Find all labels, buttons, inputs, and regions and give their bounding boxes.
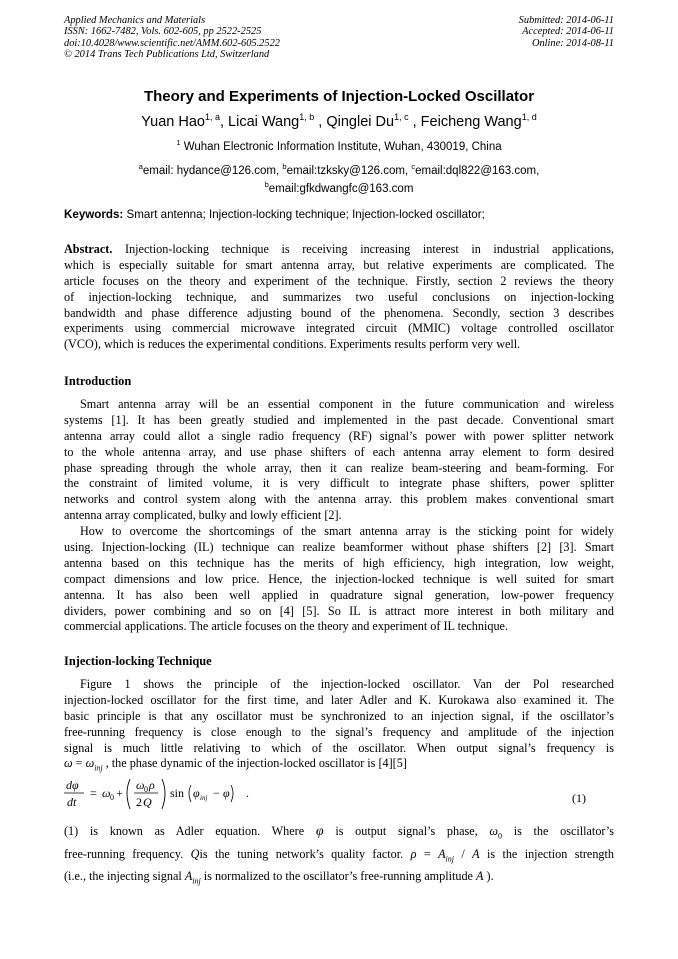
svg-text:0: 0	[110, 793, 114, 802]
paragraph-line: antenna. It has also been well applied in quadrature signal generation, low-power frequency	[64, 587, 614, 602]
paragraph-line: injection-locked oscillator for the first time, and later Adler and K. Kurokawa also examined it. The	[64, 692, 614, 707]
paragraph-text: is normalized to the oscillator’s free-running amplitude	[203, 869, 473, 883]
injection-body	[64, 677, 614, 772]
abstract-line: experiments using commercial microwave integrated circuit (MMIC) voltage controlled oscillator	[64, 321, 614, 336]
paragraph-line: commercial applications. The article focuses on the theory and experiment of IL technique.	[64, 619, 508, 634]
email: email:tzksky@126.com,	[286, 164, 412, 177]
paragraph-line: free-running frequency. Qis the tuning network’s quality factor. $\rho = A_{inj} / A$ is the injection strength	[64, 846, 614, 863]
affiliation-sup: 1	[176, 138, 181, 147]
submitted-date: Submitted: 2014-06-11	[518, 15, 614, 26]
journal-issn: ISSN: 1662-7482, Vols. 602-605, pp 2522-2525	[64, 26, 262, 38]
paragraph-line: dividers, power combining and so on [4] [5]. So IL is attract more interest in both military and	[64, 603, 614, 618]
svg-text:dφ: dφ	[66, 778, 79, 792]
paragraph-line: How to overcome the shortcomings of the smart antenna array is the sticking point for widely	[80, 524, 614, 539]
paragraph-line: to the whole antenna array, and use phase shifters of each antenna array element to form desired	[64, 444, 614, 459]
author-sup: 1, d	[521, 112, 537, 122]
keywords	[64, 208, 616, 221]
svg-text:.: .	[246, 786, 249, 800]
svg-text:Q: Q	[143, 795, 152, 809]
author-sup: 1, a	[204, 112, 220, 122]
paragraph-line: (1) is known as Adler equation. Where φ is output signal’s phase, $\omega_0$ is the oscillator’s	[64, 824, 615, 841]
abstract-line: article focuses on the theory and experiment of the technique. Firstly, section 2 reviews the theory	[64, 273, 614, 288]
svg-text:inj: inj	[200, 794, 208, 802]
svg-text:dt: dt	[67, 795, 77, 809]
email-sup: a	[138, 162, 143, 171]
svg-text:0: 0	[144, 785, 148, 794]
svg-text:sin: sin	[170, 786, 185, 800]
journal-dates-right	[519, 15, 614, 49]
email: email: hydance@126.com,	[142, 164, 283, 177]
svg-text:ρ: ρ	[149, 778, 155, 792]
abstract-line: Injection-locking technique is receiving increasing interest in industrial applications,	[125, 242, 615, 256]
abstract	[64, 242, 614, 353]
journal-doi: doi:10.4028/www.scientific.net/AMM.602-605.2522	[64, 37, 280, 49]
paragraph-text: is the tuning network’s quality factor.	[199, 846, 404, 861]
journal-copyright: © 2014 Trans Tech Publications Ltd, Switzerland	[64, 49, 270, 61]
abstract-line: bandwidth and phase difference adjusting bound of the phenomena. Secondly, section 3 describes	[64, 305, 614, 320]
email: email:gfkdwangfc@163.com	[268, 182, 414, 195]
author-sup: 1, b	[299, 112, 315, 122]
author-name: Qinglei Du	[326, 113, 395, 130]
email-sup: b	[264, 179, 269, 189]
equation-graphic	[64, 775, 304, 815]
paragraph-text: free-running frequency.	[64, 846, 184, 861]
paragraph-text: is the oscillator’s	[513, 824, 615, 838]
keywords-text: Smart antenna; Injection-locking technique; Injection-locked oscillator;	[126, 208, 485, 221]
affiliation-text: Wuhan Electronic Information Institute, Wuhan, 430019, China	[183, 140, 502, 153]
svg-text:+: +	[116, 786, 123, 800]
online-date: Online: 2014-08-11	[531, 37, 614, 49]
email-sup: c	[411, 162, 416, 171]
paragraph-line: Figure 1 shows the principle of the injection-locked oscillator. Van der Pol researched	[80, 677, 614, 691]
abstract-label: Abstract.	[64, 242, 113, 256]
paragraph-line: $\omega = \omega_{inj}$ , the phase dynamic of the injection-locked oscillator is [4][5]	[64, 756, 407, 773]
journal-info-left	[64, 15, 280, 61]
paragraph-text: , the phase dynamic of the injection-locked oscillator is [4][5]	[105, 756, 407, 771]
abstract-line: which is especially suitable for smart antenna array, but relative experiments are complicated. The	[64, 257, 614, 272]
paper-title: Theory and Experiments of Injection-Locked Oscillator	[143, 88, 535, 105]
svg-text:φ: φ	[193, 786, 200, 800]
paragraph-line: basic principle is that any oscillator must be synchronized to an injection signal, if the oscillator’s	[64, 708, 614, 723]
adler-equation	[64, 775, 616, 815]
paragraph-line: antenna based on this technique has the merits of high efficiency, high integration, low weight,	[64, 555, 614, 570]
keywords-label: Keywords:	[64, 208, 124, 221]
journal-name: Applied Mechanics and Materials	[64, 15, 206, 26]
paragraph-text: (1) is known as Adler equation. Where	[64, 824, 305, 838]
svg-text:ω: ω	[136, 778, 145, 792]
equation-number: (1)	[572, 791, 586, 805]
svg-text:=: =	[90, 786, 97, 800]
injection-body-after	[64, 820, 614, 888]
paragraph-line: antenna array complicated, bulky and lowly efficient [2].	[64, 508, 342, 523]
paragraph-line: phase spreading through the whole array, then it can realize beam-steering and beam-forming. For	[64, 460, 614, 475]
author-sup: 1, c	[394, 112, 409, 122]
paragraph-line: using. Injection-locking (IL) technique can realize beamformer without phase shifters [2] [3]. Smart	[64, 540, 614, 555]
email: email:dql822@163.com,	[415, 164, 540, 177]
section-heading-injection-locking: Injection-locking Technique	[64, 654, 212, 668]
affiliation	[0, 138, 678, 153]
section-heading-introduction: Introduction	[64, 374, 132, 388]
svg-text:−: −	[213, 786, 220, 800]
paragraph-text: is the injection strength	[486, 846, 614, 861]
paragraph-line: the constraint of limited volume, it is very difficult to integrate phase shifters, power splitter	[64, 476, 614, 491]
svg-text:2: 2	[136, 795, 142, 809]
author-name: Licai Wang	[228, 113, 300, 130]
abstract-line: of injection-locking technique, and summarizes two useful conclusions on injection-locking	[64, 289, 614, 304]
author-name: Yuan Hao	[141, 113, 205, 130]
paragraph-line: signal is much little relativing to which of the oscillator. When output signal’s frequency is	[64, 740, 614, 755]
paragraph-text: is output signal’s phase,	[335, 824, 478, 838]
paragraph-line: free-running frequency is close enough to the signal’s frequency and amplitude of the injection	[64, 724, 614, 739]
paragraph-line: networks and control system along with the antenna array. this problem makes conventional smart	[64, 492, 614, 507]
author-list: Yuan Hao$^{1, a}$, Licai Wang$^{1, b}$ , Qinglei Du$^{1, c}$ , Feicheng Wang$^{1, d}$	[141, 112, 537, 130]
paragraph-line: systems [1]. It has been greatly studied and implemented in the past decade. Conventional smart	[64, 412, 614, 427]
paragraph-text: ).	[486, 869, 494, 883]
introduction-body	[64, 397, 614, 635]
paragraph-line: compact dimensions and low price. Hence, the injection-locked technique is well suited for smart	[64, 571, 614, 586]
author-name: Feicheng Wang	[420, 113, 522, 130]
author-emails	[0, 160, 678, 196]
svg-text:φ: φ	[223, 786, 230, 800]
paragraph-line: Smart antenna array will be an essential component in the future communication and wireless	[80, 397, 614, 411]
email-sup: b	[282, 162, 287, 171]
accepted-date: Accepted: 2014-06-11	[522, 26, 614, 38]
paragraph-text: (i.e., the injecting signal	[64, 869, 182, 883]
paragraph-line: antenna array could allot a single radio frequency (RF) signal’s power with power splitter network	[64, 428, 614, 443]
paragraph-line: (i.e., the injecting signal $A_{inj}$ is normalized to the oscillator’s free-running amplitude A ).	[64, 869, 494, 886]
abstract-line: (VCO), which is reduces the experimental conditions. Experiments results perform very well.	[64, 337, 521, 352]
svg-text:ω: ω	[102, 786, 111, 800]
